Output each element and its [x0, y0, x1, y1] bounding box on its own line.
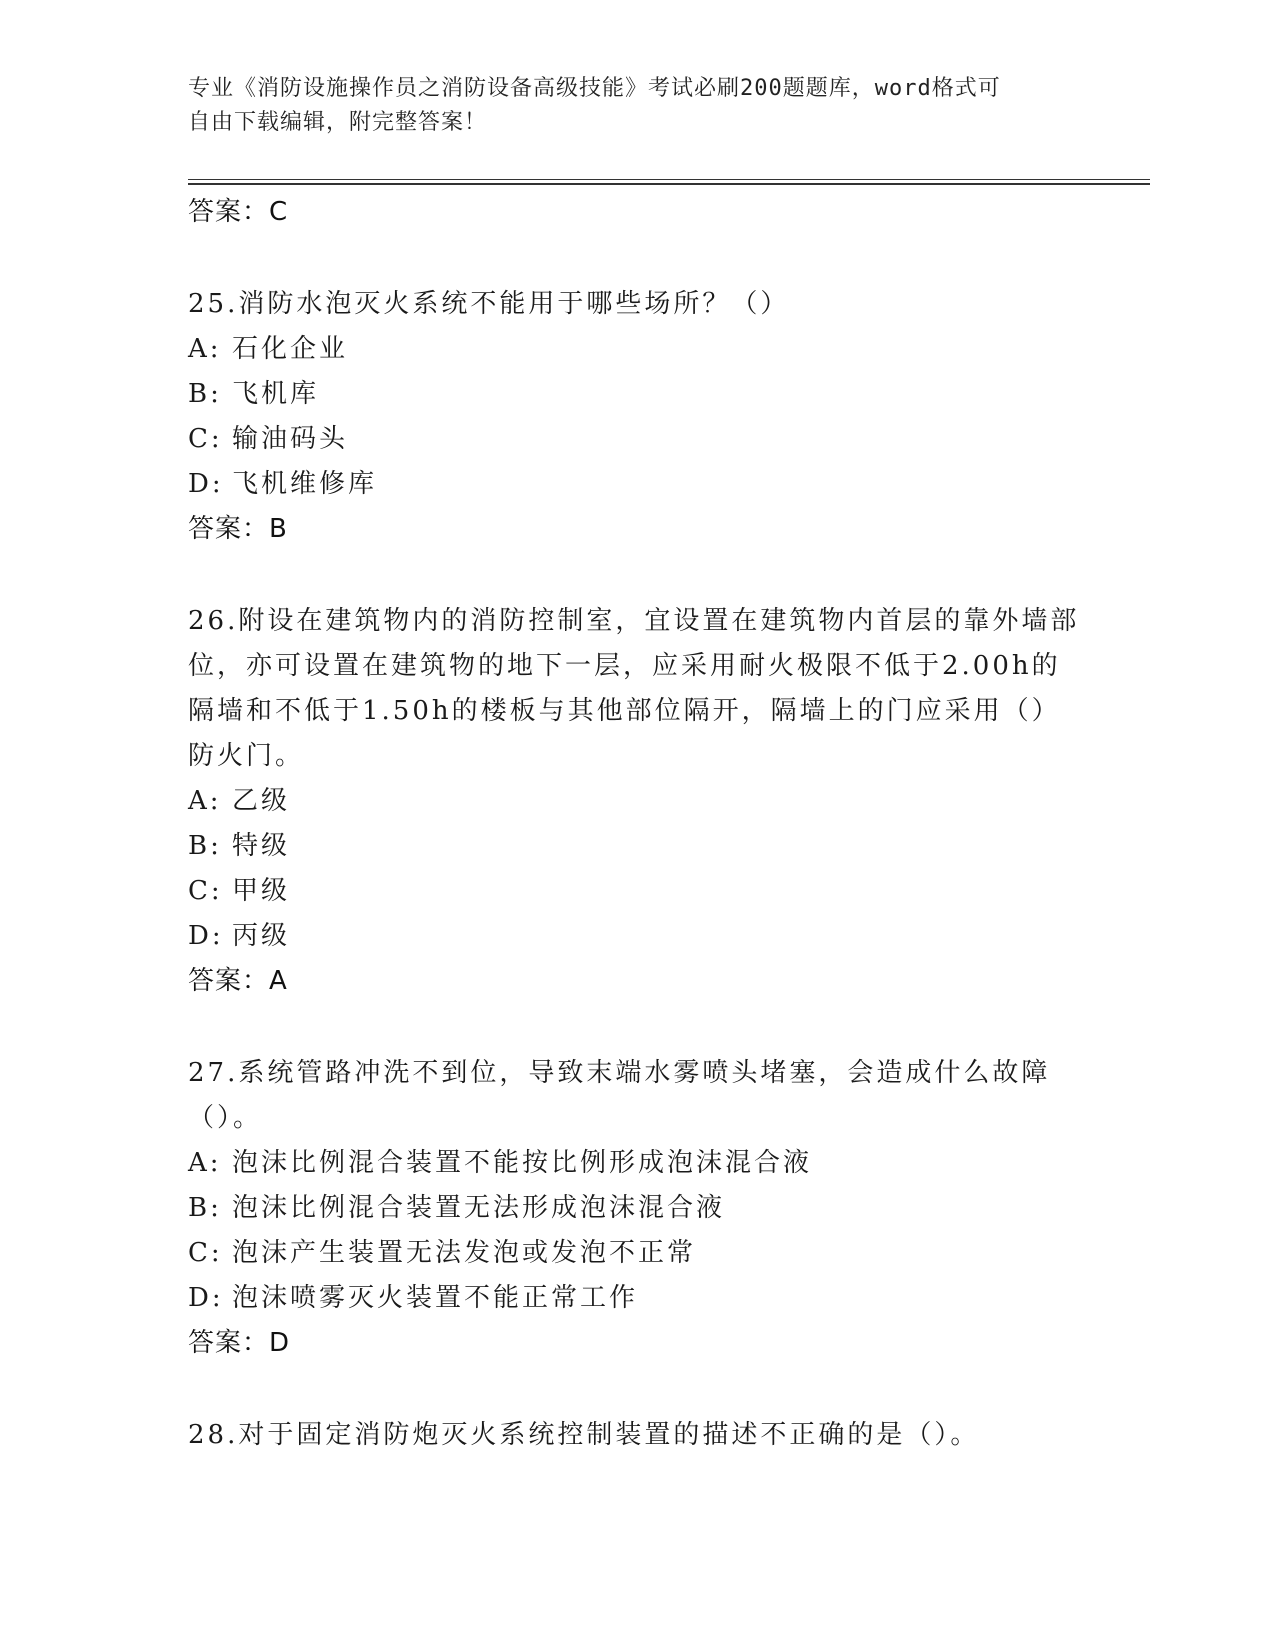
spacer	[188, 1003, 1088, 1051]
option-letter: D:	[188, 921, 224, 951]
option-text: 泡沫喷雾灭火装置不能正常工作	[232, 1283, 639, 1313]
header-line-1: 专业《消防设施操作员之消防设备高级技能》考试必刷200题题库，word格式可	[188, 76, 1001, 101]
option-text: 甲级	[232, 876, 291, 906]
header-divider-thin	[188, 179, 1150, 180]
spacer	[188, 551, 1088, 599]
option-letter: C:	[188, 876, 223, 906]
option-letter: D:	[188, 1283, 224, 1313]
option-letter: B:	[188, 831, 222, 861]
option-c	[188, 417, 1088, 462]
answer-line: 答案：A	[188, 966, 288, 996]
question-list	[188, 190, 1088, 1458]
question-block	[188, 599, 1088, 1003]
question-text: 26.附设在建筑物内的消防控制室，宜设置在建筑物内首层的靠外墙部位，亦可设置在建筑物的地下一层，应采用耐火极限不低于2.00h的隔墙和不低于1.50h的楼板与其他部位隔开，隔墙上的门应采用（）防火门。	[188, 606, 1080, 771]
option-b	[188, 1186, 1088, 1231]
option-letter: A:	[188, 786, 222, 816]
option-b	[188, 824, 1088, 869]
option-text: 泡沫比例混合装置不能按比例形成泡沫混合液	[232, 1148, 813, 1178]
question-block	[188, 282, 1088, 551]
option-a	[188, 327, 1088, 372]
header-line-2: 自由下载编辑，附完整答案！	[188, 110, 488, 135]
option-letter: C:	[188, 1238, 223, 1268]
option-letter: D:	[188, 469, 224, 499]
option-text: 泡沫比例混合装置无法形成泡沫混合液	[232, 1193, 726, 1223]
question-text: 28.对于固定消防炮灭火系统控制装置的描述不正确的是（）。	[188, 1420, 980, 1450]
option-d	[188, 1276, 1088, 1321]
question-block	[188, 1413, 1088, 1458]
option-text: 泡沫产生装置无法发泡或发泡不正常	[232, 1238, 697, 1268]
option-letter: A:	[188, 1148, 222, 1178]
spacer	[188, 1365, 1088, 1413]
option-text: 乙级	[232, 786, 291, 816]
option-letter: C:	[188, 424, 223, 454]
option-b	[188, 372, 1088, 417]
option-text: 输油码头	[232, 424, 349, 454]
answer-line: 答案：D	[188, 1328, 291, 1358]
option-letter: A:	[188, 334, 222, 364]
option-text: 飞机维修库	[232, 469, 378, 499]
option-text: 特级	[232, 831, 291, 861]
question-block	[188, 1051, 1088, 1365]
spacer	[188, 234, 1088, 282]
option-letter: B:	[188, 1193, 222, 1223]
option-a	[188, 1141, 1088, 1186]
option-text: 丙级	[232, 921, 291, 951]
option-c	[188, 869, 1088, 914]
option-letter: B:	[188, 379, 222, 409]
document-header	[188, 72, 1068, 140]
option-a	[188, 779, 1088, 824]
option-d	[188, 914, 1088, 959]
answer-line: 答案：B	[188, 514, 288, 544]
header-divider-thick	[188, 183, 1150, 185]
option-text: 石化企业	[232, 334, 349, 364]
question-text: 27.系统管路冲洗不到位，导致末端水雾喷头堵塞，会造成什么故障（）。	[188, 1058, 1051, 1133]
option-text: 飞机库	[232, 379, 320, 409]
question-text: 25.消防水泡灭火系统不能用于哪些场所？（）	[188, 289, 790, 319]
option-d	[188, 462, 1088, 507]
option-c	[188, 1231, 1088, 1276]
previous-answer: 答案：C	[188, 197, 289, 227]
